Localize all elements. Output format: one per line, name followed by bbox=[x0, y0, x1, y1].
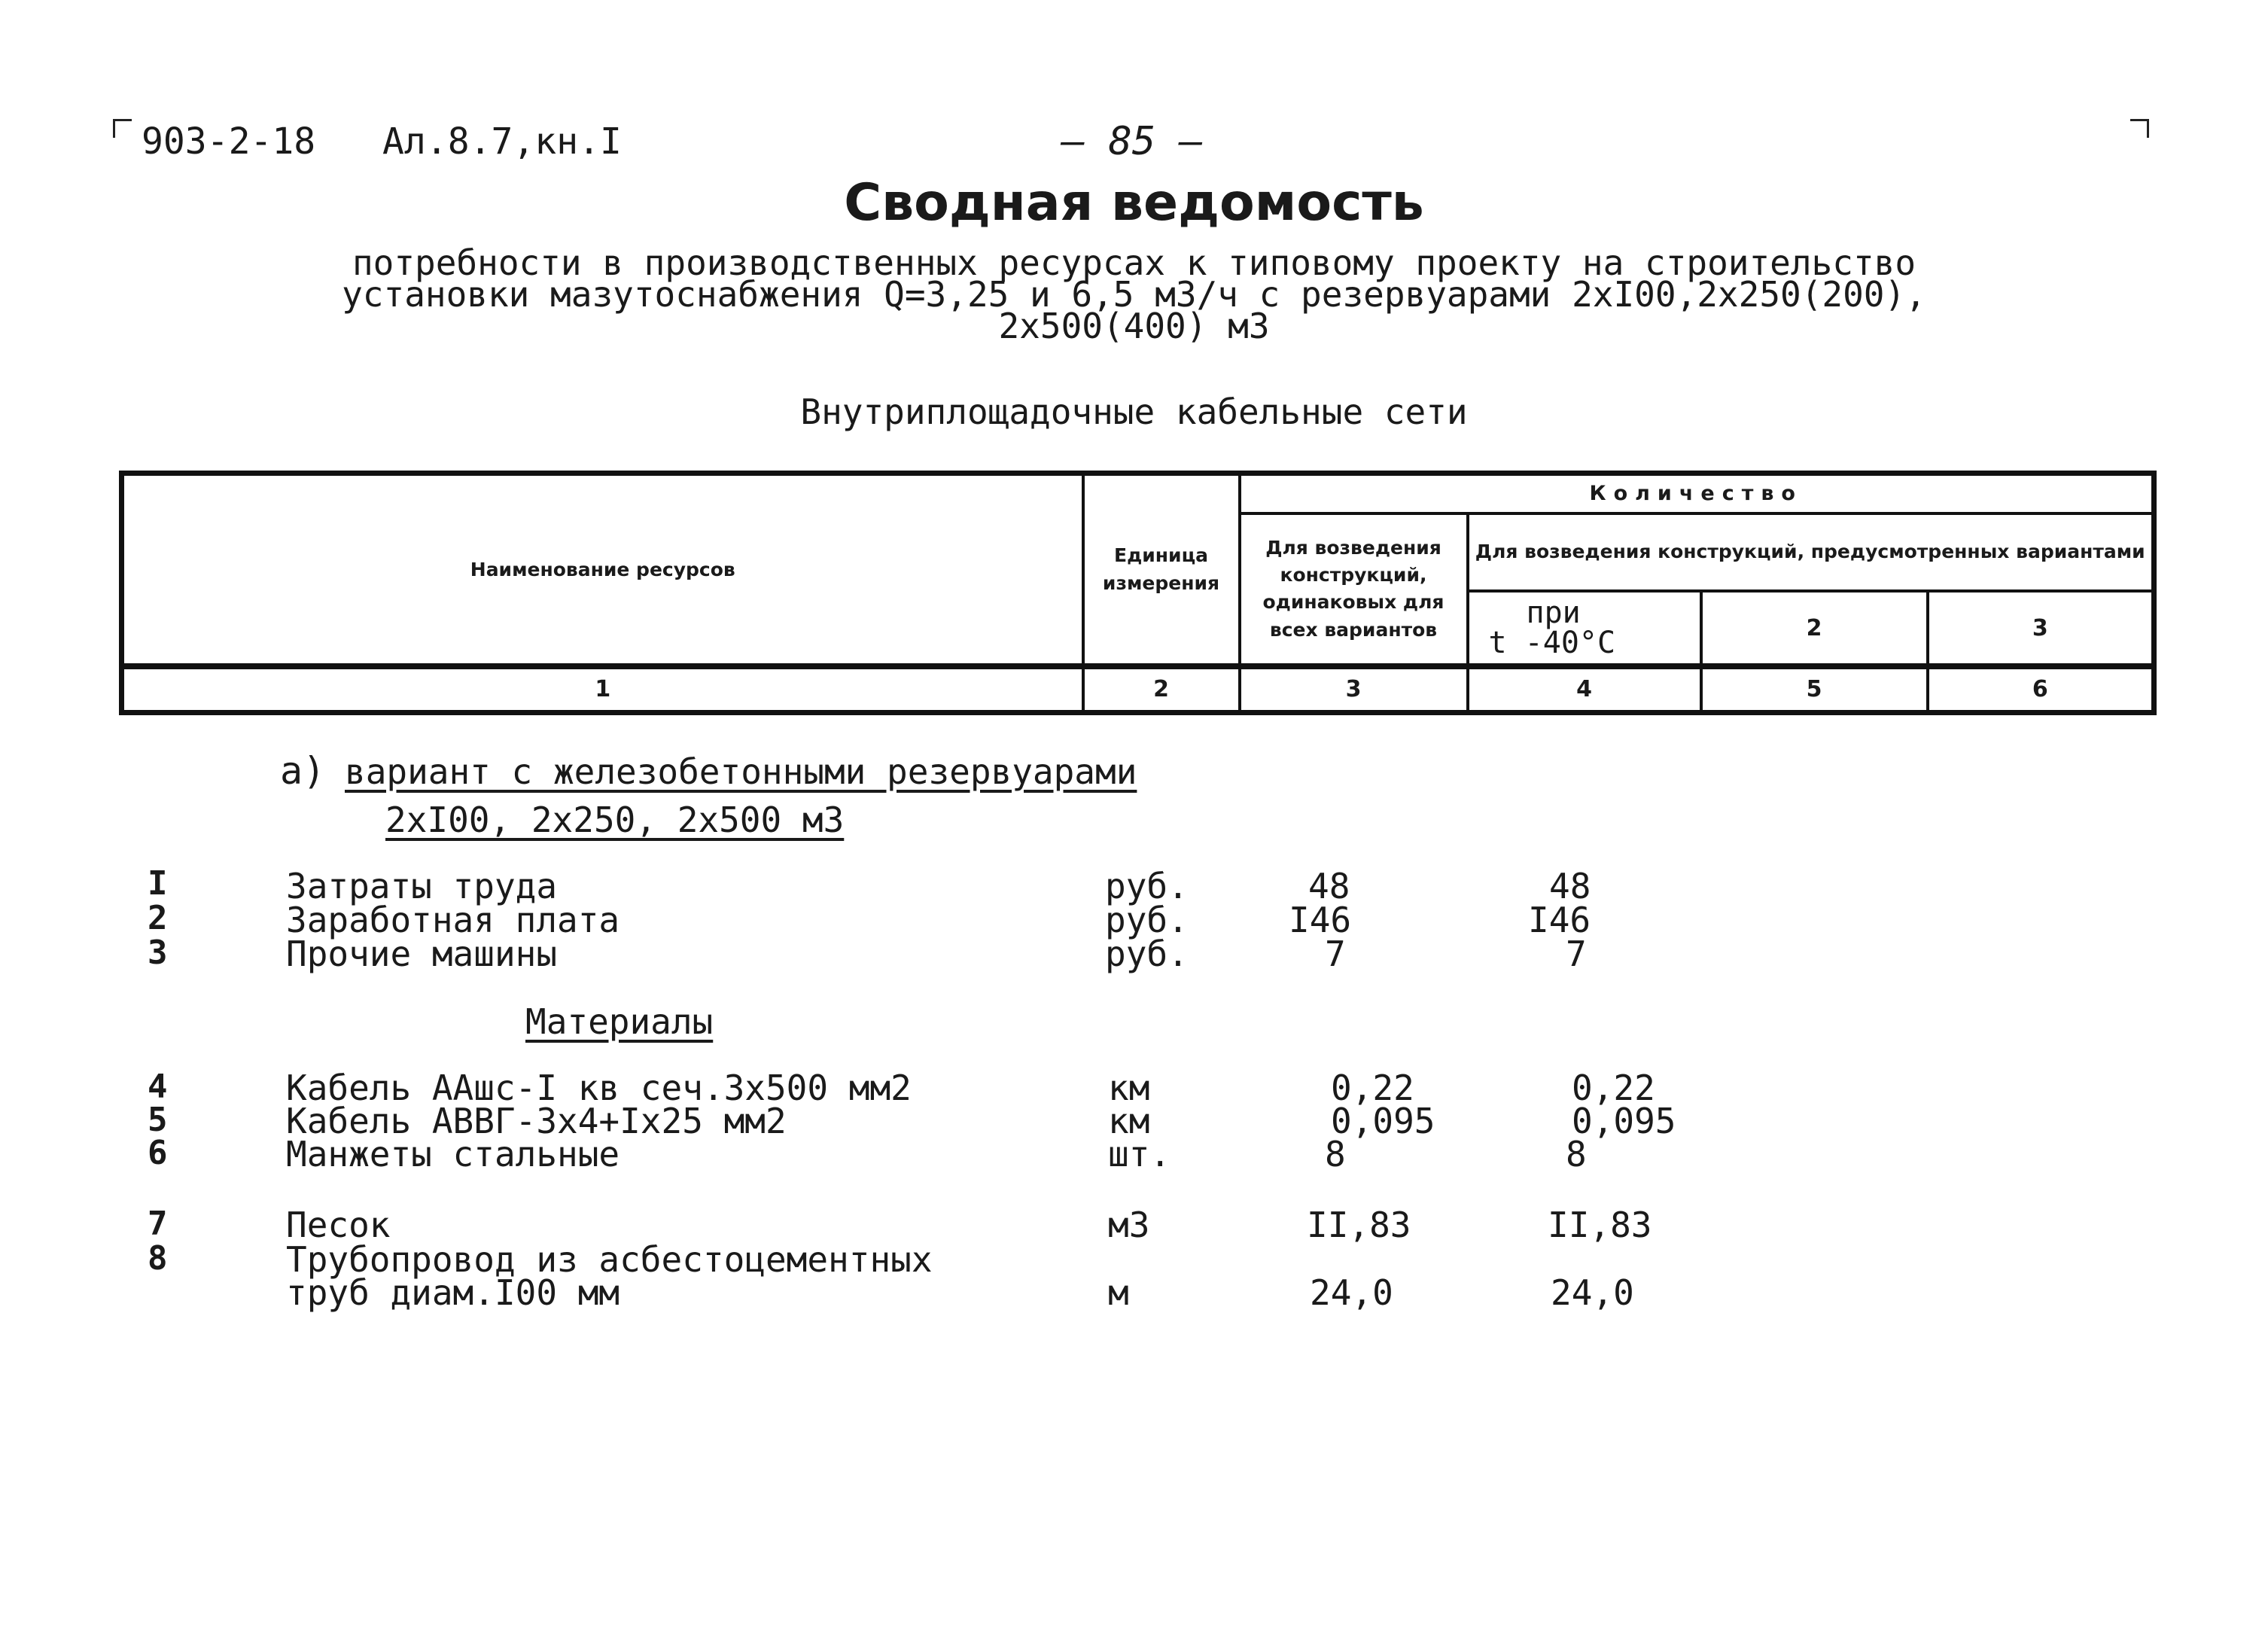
subtitle-line-3: 2х500(400) м3 bbox=[998, 306, 1270, 346]
header-variant-cold-line1: при bbox=[1526, 596, 1581, 631]
row-number: 2 bbox=[148, 899, 168, 937]
row-value-variant: II,83 bbox=[1548, 1205, 1652, 1245]
row-number: 3 bbox=[148, 934, 168, 972]
variant-a-label: а) bbox=[280, 749, 326, 793]
document-title: Сводная ведомость bbox=[844, 173, 1424, 233]
row-value-variant: 7 bbox=[1566, 934, 1587, 974]
corner-mark-right bbox=[2130, 119, 2149, 138]
row-name: Трубопровод из асбестоцементных bbox=[286, 1239, 933, 1280]
row-number: 4 bbox=[148, 1068, 168, 1106]
row-number: 5 bbox=[148, 1101, 168, 1139]
header-variant-2: 2 bbox=[1701, 591, 1928, 666]
row-name: Песок bbox=[286, 1205, 391, 1245]
header-variant-3: 3 bbox=[1928, 591, 2154, 666]
header-variant-constructions: Для возведения конструкций, предусмотренных вариантами bbox=[1468, 513, 2154, 592]
row-unit: руб. bbox=[1105, 900, 1189, 940]
row-value-common: 7 bbox=[1325, 934, 1346, 974]
variant-a-title-line1: вариант с железобетонными резервуарами bbox=[345, 751, 1137, 792]
row-unit: м3 bbox=[1108, 1205, 1150, 1245]
header-variant-cold bbox=[1468, 591, 1701, 666]
col-number-2: 2 bbox=[1083, 666, 1240, 712]
header-unit: Единица измерения bbox=[1083, 474, 1240, 667]
row-value-variant: 24,0 bbox=[1551, 1272, 1634, 1313]
row-unit: м bbox=[1108, 1272, 1129, 1313]
row-value-common: II,83 bbox=[1307, 1205, 1411, 1245]
variant-a-title-line2: 2хI00, 2х250, 2х500 м3 bbox=[385, 800, 845, 840]
row-unit: км bbox=[1108, 1068, 1150, 1108]
row-name: Манжеты стальные bbox=[286, 1134, 620, 1174]
row-number: 8 bbox=[148, 1239, 168, 1278]
row-value-variant: 0,22 bbox=[1572, 1068, 1655, 1108]
row-value-common: 0,095 bbox=[1331, 1101, 1435, 1141]
page-number: — 85 — bbox=[1061, 119, 1203, 164]
row-unit: км bbox=[1108, 1101, 1150, 1141]
col-number-5: 5 bbox=[1701, 666, 1928, 712]
resource-table-header bbox=[119, 471, 2151, 715]
row-unit: руб. bbox=[1105, 934, 1189, 974]
row-value-variant: 48 bbox=[1549, 866, 1591, 906]
row-name: Кабель АВВГ-3х4+Iх25 мм2 bbox=[286, 1101, 787, 1141]
col-number-1: 1 bbox=[122, 666, 1083, 712]
row-number: I bbox=[148, 864, 168, 903]
row-value-common: 0,22 bbox=[1331, 1068, 1414, 1108]
row-unit: руб. bbox=[1105, 866, 1189, 906]
row-value-variant: I46 bbox=[1528, 900, 1591, 940]
header-resource-name: Наименование ресурсов bbox=[122, 474, 1083, 667]
album-reference: Ал.8.7,кн.I bbox=[382, 120, 622, 163]
row-value-common: 24,0 bbox=[1310, 1272, 1393, 1313]
corner-mark-left bbox=[113, 119, 132, 138]
row-value-variant: 8 bbox=[1566, 1134, 1587, 1174]
row-value-common: 8 bbox=[1325, 1134, 1346, 1174]
row-name-continued: труб диам.I00 мм bbox=[286, 1272, 620, 1313]
section-title: Внутриплощадочные кабельные сети bbox=[800, 391, 1468, 432]
document-code: 903-2-18 bbox=[142, 120, 316, 163]
row-number: 6 bbox=[148, 1134, 168, 1172]
header-common-constructions: Для возведения конструкций, одинаковых для всех вариантов bbox=[1240, 513, 1468, 667]
col-number-3: 3 bbox=[1240, 666, 1468, 712]
header-quantity: Количество bbox=[1240, 474, 2154, 513]
col-number-4: 4 bbox=[1468, 666, 1701, 712]
subtitle-line-2: установки мазутоснабжения Q=3,25 и 6,5 м3/ч с резервуарами 2хI00,2х250(200), bbox=[342, 274, 1926, 315]
row-value-common: 48 bbox=[1308, 866, 1350, 906]
materials-heading: Материалы bbox=[525, 1001, 714, 1042]
row-name: Затраты труда bbox=[286, 866, 558, 906]
header-variant-cold-line2: t -40°C bbox=[1488, 626, 1616, 661]
row-unit: шт. bbox=[1108, 1134, 1171, 1174]
row-name: Кабель ААшс-I кв сеч.3х500 мм2 bbox=[286, 1068, 912, 1108]
row-name: Заработная плата bbox=[286, 900, 620, 940]
row-number: 7 bbox=[148, 1205, 168, 1243]
row-value-common: I46 bbox=[1289, 900, 1352, 940]
row-name: Прочие машины bbox=[286, 934, 558, 974]
col-number-6: 6 bbox=[1928, 666, 2154, 712]
row-value-variant: 0,095 bbox=[1572, 1101, 1676, 1141]
subtitle-line-1: потребности в производственных ресурсах к типовому проекту на строительство bbox=[352, 242, 1916, 283]
